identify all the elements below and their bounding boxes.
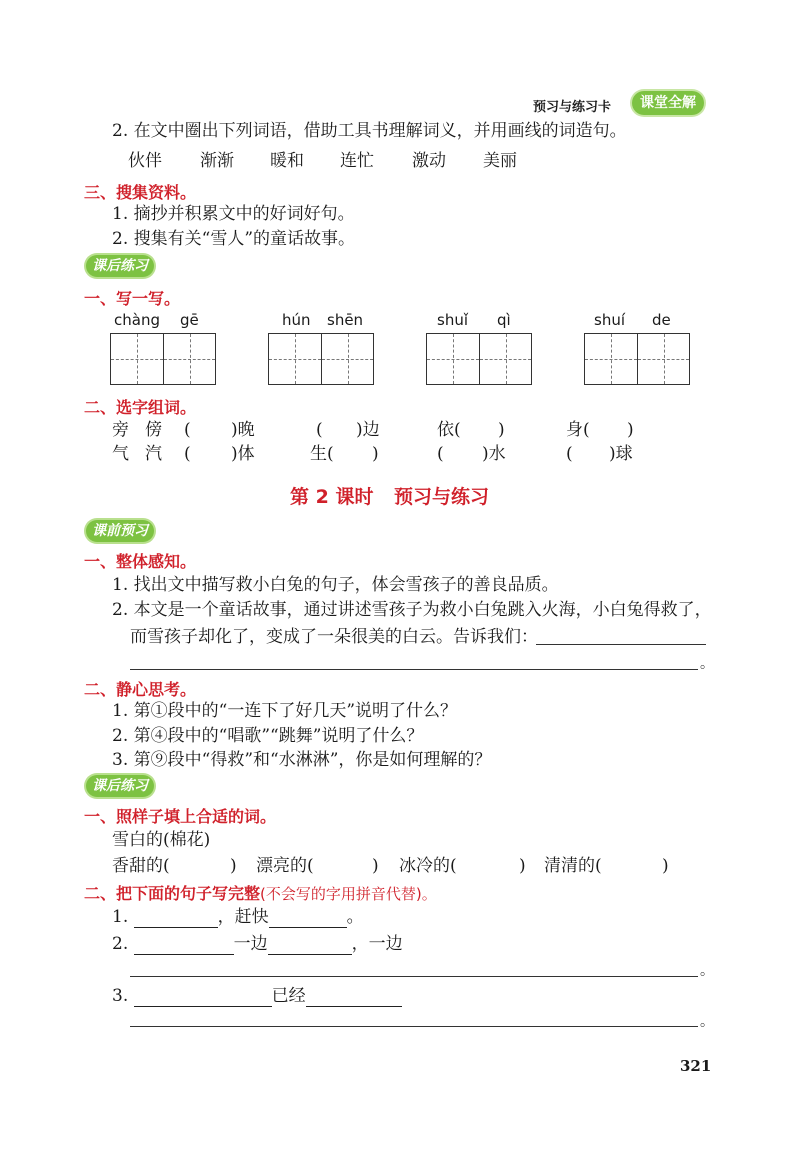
sentence-3 xyxy=(112,985,402,1007)
blank[interactable] xyxy=(269,909,347,928)
text: 已经 xyxy=(271,986,306,1006)
text: 一边 xyxy=(233,934,268,954)
lesson-title: 第 2 课时 xyxy=(290,486,374,508)
fill-label: 冰冷的( xyxy=(399,856,457,876)
word-blank: 生( xyxy=(310,444,334,464)
text: ，一边 xyxy=(351,934,403,954)
word-blank: )球 xyxy=(609,444,633,464)
think-heading: 二、静心思考。 xyxy=(84,680,197,699)
bracket: ) xyxy=(519,856,526,876)
answer-line[interactable] xyxy=(536,644,706,645)
overall-item-2b: 而雪孩子却化了，变成了一朵很美的白云。告诉我们： xyxy=(130,627,538,647)
preview-badge: 课前预习 xyxy=(86,520,154,542)
char: 旁 xyxy=(112,420,129,440)
overall-item-1: 1. 找出文中描写救小白兔的句子，体会雪孩子的善良品质。 xyxy=(112,575,559,595)
fill-label: 清清的( xyxy=(544,856,602,876)
bracket: ( xyxy=(437,444,444,464)
fill-label: 漂亮的( xyxy=(256,856,314,876)
bracket: ) xyxy=(372,444,379,464)
sentence-1 xyxy=(112,906,364,928)
blank[interactable] xyxy=(134,936,234,955)
word-blank: )晚 xyxy=(231,420,255,440)
word-blank: )体 xyxy=(231,444,255,464)
think-q3: 3. 第⑨段中“得救”和“水淋淋”，你是如何理解的？ xyxy=(112,750,492,770)
bracket: ) xyxy=(627,420,634,440)
pinyin: shuǐ xyxy=(437,311,468,329)
pinyin: shuí xyxy=(594,311,625,329)
char: 傍 xyxy=(145,420,162,440)
write-heading: 一、写一写。 xyxy=(84,289,181,308)
fill-label: 香甜的( xyxy=(112,856,170,876)
bracket: ( xyxy=(566,444,573,464)
pinyin: shēn xyxy=(327,311,364,329)
blank[interactable] xyxy=(306,988,402,1007)
example: 雪白的(棉花) xyxy=(112,830,211,850)
word-6: 美丽 xyxy=(483,151,517,171)
writing-grid-1[interactable] xyxy=(110,333,216,385)
pinyin: hún xyxy=(282,311,311,329)
think-q2: 2. 第④段中的“唱歌”“跳舞”说明了什么？ xyxy=(112,726,424,746)
word-blank: )水 xyxy=(482,444,506,464)
page-number: 321 xyxy=(680,1057,712,1075)
complete-heading xyxy=(84,881,437,904)
text: 。 xyxy=(346,907,364,927)
answer-line[interactable] xyxy=(130,976,698,977)
question-2: 2. 在文中圈出下列词语，借助工具书理解词义，并用画线的词造句。 xyxy=(112,121,627,141)
complete-heading-text: 二、把下面的句子写完整 xyxy=(84,884,261,903)
word-1: 伙伴 xyxy=(128,151,162,171)
writing-grid-3[interactable] xyxy=(426,333,532,385)
word-5: 激动 xyxy=(412,151,446,171)
bracket: ( xyxy=(316,420,323,440)
num: 3. xyxy=(112,986,129,1006)
header-badge: 课堂全解 xyxy=(632,91,704,115)
bracket: ) xyxy=(230,856,237,876)
word-blank: 身( xyxy=(566,420,590,440)
writing-grid-4[interactable] xyxy=(584,333,690,385)
period: 。 xyxy=(700,1014,714,1030)
word-2: 渐渐 xyxy=(200,151,234,171)
section-3-item-2: 2. 搜集有关“雪人”的童话故事。 xyxy=(112,229,356,249)
num: 1. xyxy=(112,907,129,927)
blank[interactable] xyxy=(268,936,352,955)
bracket: ) xyxy=(662,856,669,876)
fill-heading: 一、照样子填上合适的词。 xyxy=(84,807,277,826)
bracket: ) xyxy=(498,420,505,440)
sentence-2 xyxy=(112,933,403,955)
pinyin: chàng xyxy=(114,311,160,329)
pinyin: qì xyxy=(497,311,511,329)
blank[interactable] xyxy=(134,909,218,928)
char: 汽 xyxy=(145,444,162,464)
char: 气 xyxy=(112,444,129,464)
answer-line[interactable] xyxy=(130,669,698,670)
word-blank: 依( xyxy=(437,420,461,440)
text: ，赶快 xyxy=(217,907,269,927)
lesson-subtitle: 预习与练习 xyxy=(394,486,490,508)
period: 。 xyxy=(700,963,714,979)
bracket: ( xyxy=(184,444,191,464)
think-q1: 1. 第①段中的“一连下了好几天”说明了什么？ xyxy=(112,701,458,721)
writing-grid-2[interactable] xyxy=(268,333,374,385)
header-title: 预习与练习卡 xyxy=(533,100,612,115)
overall-heading: 一、整体感知。 xyxy=(84,552,197,571)
word-blank: )边 xyxy=(356,420,380,440)
word-4: 连忙 xyxy=(340,151,374,171)
section-3-heading: 三、搜集资料。 xyxy=(84,183,197,202)
bracket: ) xyxy=(372,856,379,876)
pinyin: gē xyxy=(180,311,199,329)
word-3: 暖和 xyxy=(270,151,304,171)
section-3-item-1: 1. 摘抄并积累文中的好词好句。 xyxy=(112,204,355,224)
overall-item-2a: 2. 本文是一个童话故事，通过讲述雪孩子为救小白兔跳入火海，小白兔得救了， xyxy=(112,600,712,620)
bracket: ( xyxy=(184,420,191,440)
after-class-badge: 课后练习 xyxy=(86,255,154,277)
num: 2. xyxy=(112,934,129,954)
pinyin: de xyxy=(652,311,671,329)
answer-line[interactable] xyxy=(130,1026,698,1027)
complete-heading-note: (不会写的字用拼音代替)。 xyxy=(260,885,437,903)
period: 。 xyxy=(700,656,714,672)
blank[interactable] xyxy=(134,988,272,1007)
after-class-badge-2: 课后练习 xyxy=(86,775,154,797)
choose-char-heading: 二、选字组词。 xyxy=(84,398,197,417)
